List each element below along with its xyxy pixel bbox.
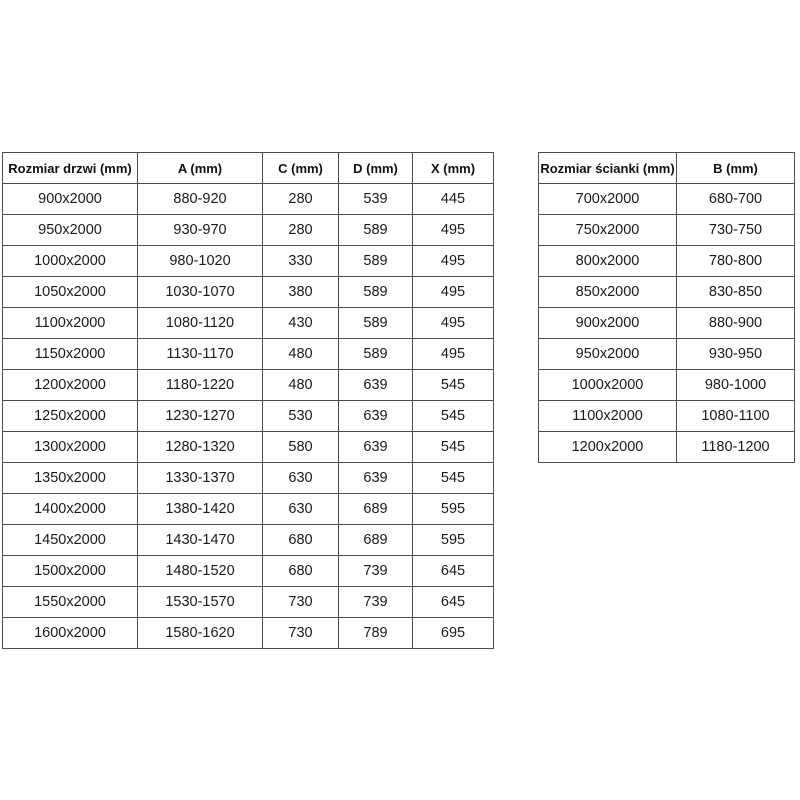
table-cell: 1030-1070 (138, 277, 263, 308)
table-cell: 1100x2000 (3, 308, 138, 339)
table-cell: 1100x2000 (539, 401, 677, 432)
table-row (3, 370, 494, 401)
header-row (3, 153, 494, 184)
table-cell: 495 (413, 339, 494, 370)
column-header: Rozmiar drzwi (mm) (3, 153, 138, 184)
table-cell: 589 (339, 215, 413, 246)
table-cell: 545 (413, 370, 494, 401)
table-cell: 1150x2000 (3, 339, 138, 370)
table-cell: 495 (413, 215, 494, 246)
table-cell: 430 (263, 308, 339, 339)
column-header: X (mm) (413, 153, 494, 184)
table-row (3, 556, 494, 587)
table-cell: 730 (263, 618, 339, 649)
table-cell: 1200x2000 (539, 432, 677, 463)
table-cell: 1580-1620 (138, 618, 263, 649)
table-cell: 880-920 (138, 184, 263, 215)
table-cell: 595 (413, 525, 494, 556)
table-cell: 900x2000 (539, 308, 677, 339)
table-row (3, 184, 494, 215)
table-cell: 1500x2000 (3, 556, 138, 587)
table-cell: 545 (413, 401, 494, 432)
table-cell: 980-1020 (138, 246, 263, 277)
table-cell: 880-900 (677, 308, 795, 339)
table-row (3, 587, 494, 618)
table-row (3, 463, 494, 494)
table-cell: 1250x2000 (3, 401, 138, 432)
table-cell: 680-700 (677, 184, 795, 215)
table-cell: 1550x2000 (3, 587, 138, 618)
table-cell: 445 (413, 184, 494, 215)
table-cell: 1450x2000 (3, 525, 138, 556)
table-row (539, 215, 795, 246)
table-cell: 1180-1200 (677, 432, 795, 463)
table-row (3, 277, 494, 308)
table-cell: 589 (339, 339, 413, 370)
table-row (3, 618, 494, 649)
table-cell: 1480-1520 (138, 556, 263, 587)
table-cell: 1000x2000 (539, 370, 677, 401)
table-row (539, 184, 795, 215)
table-cell: 480 (263, 339, 339, 370)
table-cell: 589 (339, 308, 413, 339)
table-row (3, 494, 494, 525)
table-cell: 1330-1370 (138, 463, 263, 494)
column-header: A (mm) (138, 153, 263, 184)
table-cell: 1180-1220 (138, 370, 263, 401)
table-cell: 1200x2000 (3, 370, 138, 401)
table-cell: 1600x2000 (3, 618, 138, 649)
table-cell: 639 (339, 463, 413, 494)
table-row (3, 525, 494, 556)
header-row (539, 153, 795, 184)
table-cell: 495 (413, 277, 494, 308)
table-cell: 950x2000 (539, 339, 677, 370)
table-cell: 1080-1100 (677, 401, 795, 432)
table-row (3, 432, 494, 463)
table-cell: 695 (413, 618, 494, 649)
table-row (3, 308, 494, 339)
table-cell: 750x2000 (539, 215, 677, 246)
table-cell: 800x2000 (539, 246, 677, 277)
table-row (3, 339, 494, 370)
table-cell: 680 (263, 525, 339, 556)
table-cell: 1430-1470 (138, 525, 263, 556)
table-cell: 639 (339, 370, 413, 401)
table-cell: 539 (339, 184, 413, 215)
table-cell: 739 (339, 587, 413, 618)
table-cell: 1050x2000 (3, 277, 138, 308)
table-cell: 580 (263, 432, 339, 463)
table-cell: 689 (339, 525, 413, 556)
table-cell: 1280-1320 (138, 432, 263, 463)
table-cell: 950x2000 (3, 215, 138, 246)
table-cell: 1230-1270 (138, 401, 263, 432)
table-cell: 1300x2000 (3, 432, 138, 463)
table-cell: 589 (339, 246, 413, 277)
table-cell: 1080-1120 (138, 308, 263, 339)
column-header: B (mm) (677, 153, 795, 184)
table-cell: 380 (263, 277, 339, 308)
table-cell: 530 (263, 401, 339, 432)
table-cell: 1350x2000 (3, 463, 138, 494)
table-cell: 700x2000 (539, 184, 677, 215)
table-row (3, 215, 494, 246)
table-cell: 595 (413, 494, 494, 525)
table-cell: 850x2000 (539, 277, 677, 308)
table-cell: 630 (263, 494, 339, 525)
table-cell: 639 (339, 401, 413, 432)
table-cell: 1400x2000 (3, 494, 138, 525)
table-cell: 589 (339, 277, 413, 308)
table-cell: 930-970 (138, 215, 263, 246)
table-cell: 495 (413, 246, 494, 277)
table-row (539, 246, 795, 277)
table-cell: 789 (339, 618, 413, 649)
table-cell: 680 (263, 556, 339, 587)
table-row (539, 370, 795, 401)
table-cell: 730 (263, 587, 339, 618)
table-cell: 1380-1420 (138, 494, 263, 525)
table-cell: 830-850 (677, 277, 795, 308)
table-cell: 930-950 (677, 339, 795, 370)
table-cell: 1530-1570 (138, 587, 263, 618)
table-cell: 639 (339, 432, 413, 463)
table-cell: 780-800 (677, 246, 795, 277)
table-cell: 900x2000 (3, 184, 138, 215)
table-cell: 730-750 (677, 215, 795, 246)
table-cell: 630 (263, 463, 339, 494)
table-row (3, 401, 494, 432)
table-cell: 545 (413, 463, 494, 494)
table-cell: 739 (339, 556, 413, 587)
table-row (539, 308, 795, 339)
table-row (539, 432, 795, 463)
table-cell: 645 (413, 587, 494, 618)
table-cell: 1000x2000 (3, 246, 138, 277)
column-header: C (mm) (263, 153, 339, 184)
table-cell: 980-1000 (677, 370, 795, 401)
table-row (539, 401, 795, 432)
table-cell: 545 (413, 432, 494, 463)
wall-panel-sizes-table (538, 152, 795, 463)
table-cell: 280 (263, 215, 339, 246)
table-cell: 330 (263, 246, 339, 277)
table-cell: 280 (263, 184, 339, 215)
table-row (539, 277, 795, 308)
table-cell: 495 (413, 308, 494, 339)
table-cell: 645 (413, 556, 494, 587)
table-cell: 1130-1170 (138, 339, 263, 370)
door-sizes-table (2, 152, 494, 649)
column-header: Rozmiar ścianki (mm) (539, 153, 677, 184)
column-header: D (mm) (339, 153, 413, 184)
table-cell: 689 (339, 494, 413, 525)
table-row (539, 339, 795, 370)
table-row (3, 246, 494, 277)
table-cell: 480 (263, 370, 339, 401)
